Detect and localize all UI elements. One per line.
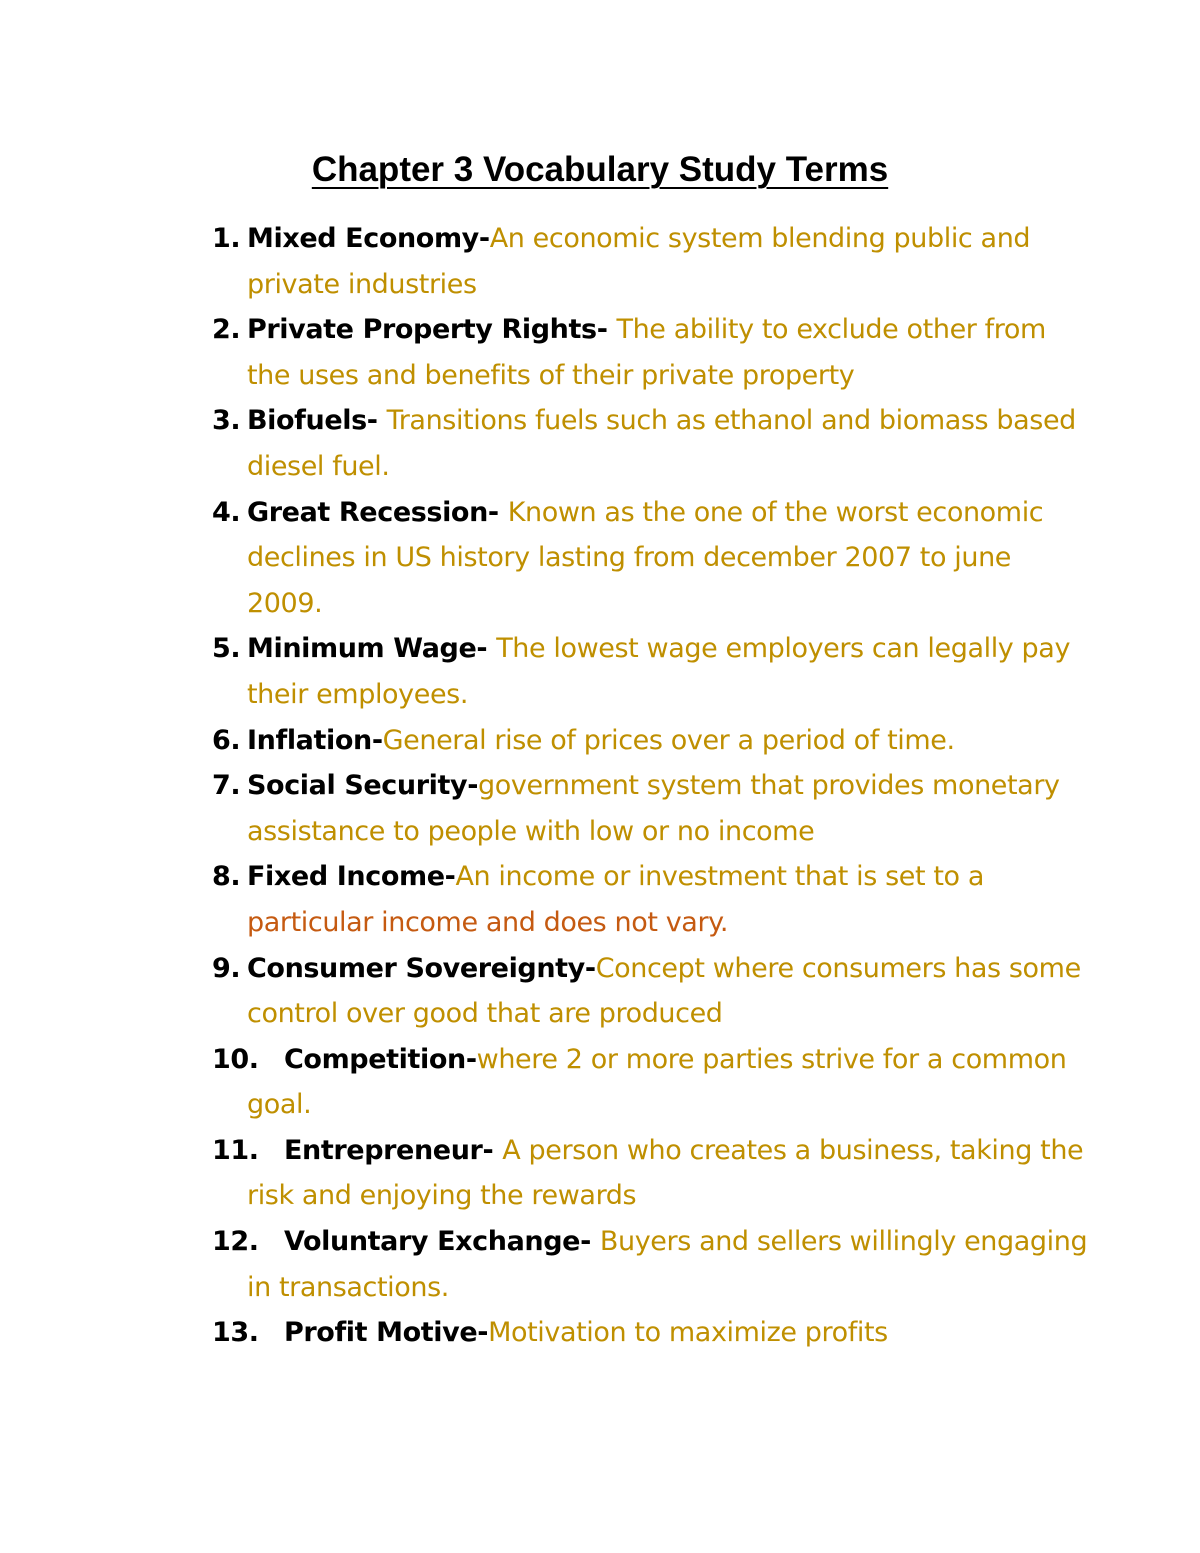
term-definition: where 2 or more parties strive for a common goal. xyxy=(247,1043,1067,1121)
term-word: Entrepreneur- xyxy=(284,1134,503,1166)
list-item xyxy=(212,763,1092,854)
term-definition: The ability to exclude other from the uses and benefits of their private property xyxy=(247,314,1046,391)
list-item xyxy=(212,626,1092,717)
item-number: 10. xyxy=(212,1043,259,1075)
list-item xyxy=(212,1219,1092,1310)
term-definition-continued: particular income and does not vary. xyxy=(247,906,729,938)
list-item xyxy=(212,1310,1092,1356)
term-definition: An economic system blending public and private industries xyxy=(247,223,1031,300)
item-number: 6. xyxy=(212,724,241,756)
term-definition: Buyers and sellers willingly engaging in transactions. xyxy=(247,1226,1088,1303)
page-title: Chapter 3 Vocabulary Study Terms xyxy=(311,150,889,189)
item-number: 4. xyxy=(212,496,241,528)
term-word: Social Security- xyxy=(247,770,479,802)
list-item xyxy=(212,946,1092,1037)
term-definition: The lowest wage employers can legally pay their employees. xyxy=(247,633,1071,710)
term-definition: A person who creates a business, taking the risk and enjoying the rewards xyxy=(247,1134,1084,1212)
list-item xyxy=(212,490,1092,627)
term-word: Profit Motive- xyxy=(284,1317,489,1349)
item-number: 5. xyxy=(212,633,241,665)
term-definition: An income or investment that is set to a xyxy=(455,861,984,893)
item-number: 3. xyxy=(212,405,241,437)
item-number: 12. xyxy=(212,1226,259,1258)
item-number: 13. xyxy=(212,1317,259,1349)
item-number: 11. xyxy=(212,1134,259,1166)
list-item xyxy=(212,307,1092,398)
term-word: Fixed Income- xyxy=(247,861,456,893)
term-definition: Known as the one of the worst economic declines in US history lasting from december 2007 to june 2009. xyxy=(247,496,1044,619)
term-word: Minimum Wage- xyxy=(247,633,497,665)
item-number: 1. xyxy=(212,223,241,254)
list-item xyxy=(212,854,1092,945)
list-item xyxy=(212,718,1092,764)
term-definition: Transitions fuels such as ethanol and biomass based diesel fuel. xyxy=(247,405,1076,482)
item-number: 9. xyxy=(212,952,241,984)
term-definition: government system that provides monetary assistance to people with low or no income xyxy=(247,770,1060,847)
term-word: Great Recession- xyxy=(247,496,508,528)
term-definition: Concept where consumers has some control over good that are produced xyxy=(247,952,1081,1030)
term-definition: Motivation to maximize profits xyxy=(488,1317,888,1349)
term-word: Mixed Economy- xyxy=(247,223,490,254)
term-word: Private Property Rights- xyxy=(247,314,617,346)
list-item xyxy=(212,216,1092,307)
item-number: 8. xyxy=(212,861,241,893)
vocabulary-list xyxy=(212,216,1092,1356)
term-word: Voluntary Exchange- xyxy=(284,1226,600,1258)
term-word: Inflation- xyxy=(247,724,383,756)
item-number: 2. xyxy=(212,314,241,346)
list-item xyxy=(212,398,1092,489)
term-word: Biofuels- xyxy=(247,405,387,437)
term-word: Consumer Sovereignty- xyxy=(247,952,596,984)
list-item xyxy=(212,1128,1092,1219)
term-word: Competition- xyxy=(284,1043,477,1075)
term-definition: General rise of prices over a period of time. xyxy=(382,724,955,756)
list-item xyxy=(212,1037,1092,1128)
item-number: 7. xyxy=(212,770,241,802)
